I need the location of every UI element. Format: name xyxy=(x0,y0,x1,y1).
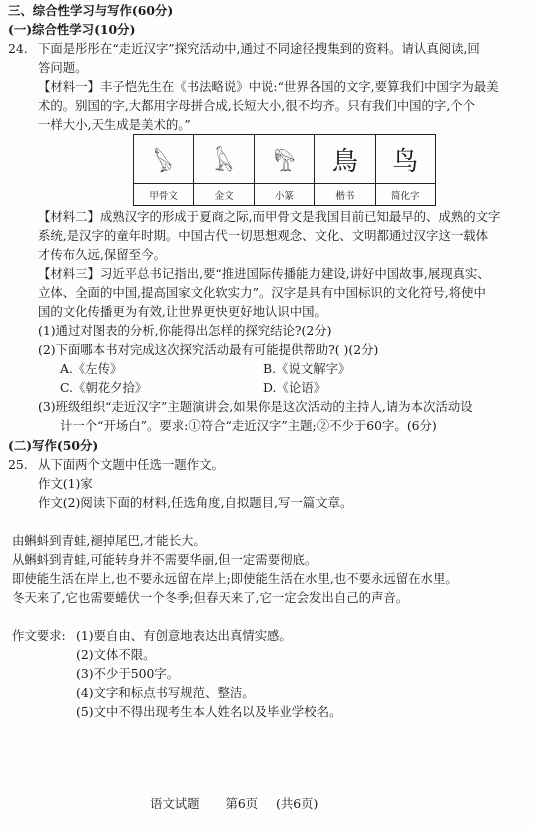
material-3-line2: 立体、全面的中国,提高国家文化软实力”。汉字是具有中国标识的文化符号,将使中 xyxy=(38,285,486,300)
q24-number: 24. xyxy=(8,41,28,56)
part-2-title: (二)写作(50分) xyxy=(8,438,99,453)
q24-sub3-line1: (3)班级组织“走近汉字”主题演讲会,如果你是这次活动的主持人,请为本次活动设 xyxy=(38,399,473,414)
q25-intro: 从下面两个文题中任选一题作文。 xyxy=(38,457,224,472)
character-evolution-table xyxy=(133,134,436,206)
material-1-line2: 术的。别国的字,大都用字母拼合成,长短大小,很不均齐。只有我们中国的字,个个 xyxy=(38,98,476,113)
part-1-title: (一)综合性学习(10分) xyxy=(8,22,136,37)
option-b: B.《说文解字》 xyxy=(263,361,351,376)
poem-line: 从蝌蚪到青蛙,可能转身并不需要华丽,但一定需要彻底。 xyxy=(12,552,318,567)
oracle-bone-glyph: 𓅃 xyxy=(134,135,194,184)
requirement-item: (3)不少于500字。 xyxy=(76,666,180,681)
q24-sub1: (1)通过对图表的分析,你能得出怎样的探究结论?(2分) xyxy=(38,323,332,338)
material-3-line3: 国的文化传播更为有效,让世界更快更好地认识中国。 xyxy=(38,304,327,319)
small-seal-glyph: 𓅟 xyxy=(254,135,314,184)
q25-number: 25. xyxy=(8,457,28,472)
footer-page: 第6页 xyxy=(225,796,259,811)
script-name: 简化字 xyxy=(375,184,435,206)
requirement-item: (1)要自由、有创意地表达出真情实感。 xyxy=(76,628,292,643)
requirement-item: (4)文字和标点书写规范、整洁。 xyxy=(76,685,255,700)
footer-total: (共6页) xyxy=(276,796,319,811)
topic-2: 作文(2)阅读下面的材料,任选角度,自拟题目,写一篇文章。 xyxy=(38,495,353,510)
poem-line: 即使能生活在岸上,也不要永远留在岸上;即使能生活在水里,也不要永远留在水里。 xyxy=(12,571,458,586)
option-c: C.《朝花夕拾》 xyxy=(60,380,148,395)
q24-sub3-line2: 计一个“开场白”。要求:①符合“走近汉字”主题;②不少于60字。(6分) xyxy=(60,418,437,433)
topic-1: 作文(1)家 xyxy=(38,476,93,491)
q24-sub2: (2)下面哪本书对完成这次探究活动最有可能提供帮助?( )(2分) xyxy=(38,342,379,357)
script-name: 楷书 xyxy=(315,184,375,206)
requirements-label: 作文要求: xyxy=(12,628,66,643)
option-a: A.《左传》 xyxy=(60,361,123,376)
script-name: 小篆 xyxy=(254,184,314,206)
section-3-title: 三、综合性学习与写作(60分) xyxy=(8,3,174,18)
material-2-line3: 才传布久远,保留至今。 xyxy=(38,247,166,262)
requirement-item: (5)文中不得出现考生本人姓名以及毕业学校名。 xyxy=(76,704,342,719)
regular-script-glyph: 鳥 xyxy=(315,135,375,184)
footer-subject: 语文试题 xyxy=(150,796,200,811)
simplified-glyph: 鸟 xyxy=(375,135,435,184)
q24-intro-line1: 下面是彤彤在“走近汉字”探究活动中,通过不同途径搜集到的资料。请认真阅读,回 xyxy=(38,41,480,56)
bronze-glyph: 𓅂 xyxy=(194,135,254,184)
requirement-item: (2)文体不限。 xyxy=(76,647,156,662)
material-1-line3: 一样大小,天生成是美术的。” xyxy=(38,117,191,132)
material-2-line1: 【材料二】成熟汉字的形成于夏商之际,而甲骨文是我国目前已知最早的、成熟的文字 xyxy=(38,209,501,224)
script-name: 甲骨文 xyxy=(134,184,194,206)
poem-line: 冬天来了,它也需要蜷伏一个冬季;但春天来了,它一定会发出自己的声音。 xyxy=(12,590,409,605)
page-footer xyxy=(150,795,318,813)
script-name: 金文 xyxy=(194,184,254,206)
material-2-line2: 系统,是汉字的童年时期。中国古代一切思想观念、文化、文明都通过汉字这一载体 xyxy=(38,228,489,243)
material-3-line1: 【材料三】习近平总书记指出,要“推进国际传播能力建设,讲好中国故事,展现真实、 xyxy=(38,266,490,281)
poem-line: 由蝌蚪到青蛙,褪掉尾巴,才能长大。 xyxy=(12,533,206,548)
option-d: D.《论语》 xyxy=(263,380,326,395)
q24-intro-line2: 答问题。 xyxy=(38,60,88,75)
material-1-line1: 【材料一】丰子恺先生在《书法略说》中说:“世界各国的文字,要算我们中国字为最美 xyxy=(38,79,499,94)
